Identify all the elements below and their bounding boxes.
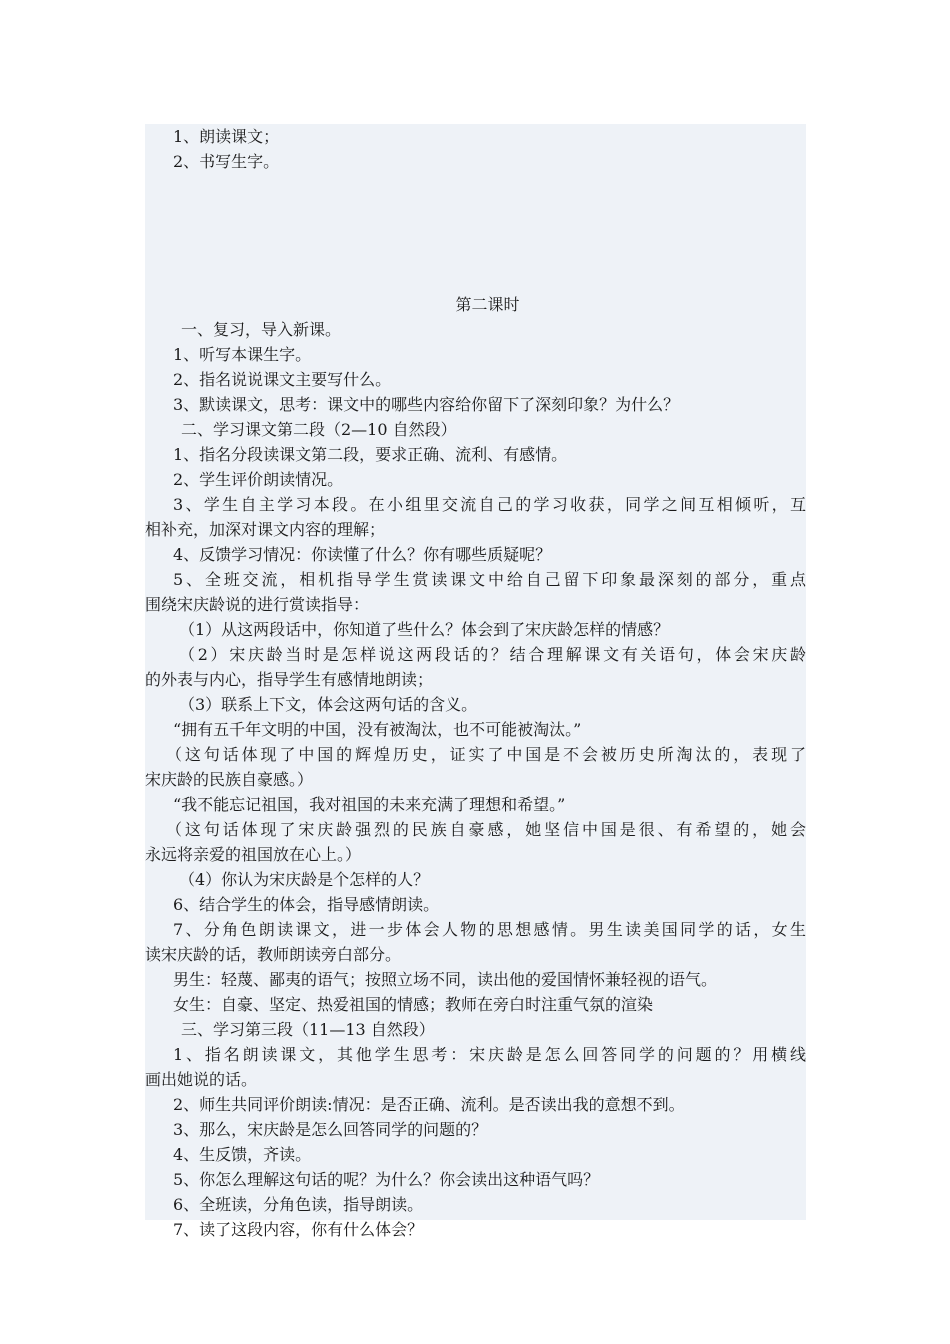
section-heading: 三、学习第三段（11—13 自然段） <box>181 1020 435 1039</box>
document-text-block <box>145 124 806 1239</box>
text-line: （3）联系上下文，体会这两句话的含义。 <box>179 695 478 714</box>
text-line: 3、学生自主学习本段。在小组里交流自己的学习收获，同学之间互相倾听，互 <box>173 495 806 514</box>
text-line: 6、全班读，分角色读，指导朗读。 <box>173 1195 424 1214</box>
text-line: 4、生反馈，齐读。 <box>173 1145 312 1164</box>
text-line: 2、师生共同评价朗读:情况：是否正确、流利。是否读出我的意想不到。 <box>173 1095 685 1114</box>
text-line: 画出她说的话。 <box>145 1070 258 1089</box>
text-line: （4）你认为宋庆龄是个怎样的人？ <box>179 870 430 889</box>
text-line: 1、朗读课文； <box>173 127 280 146</box>
text-line: 宋庆龄的民族自豪感。） <box>145 770 314 789</box>
text-line: （1）从这两段话中，你知道了些什么？体会到了宋庆龄怎样的情感？ <box>179 620 670 639</box>
text-line: 永远将亲爱的祖国放在心上。） <box>145 845 362 864</box>
text-line: 2、指名说说课文主要写什么。 <box>173 370 392 389</box>
text-line: 5、全班交流，相机指导学生赏读课文中给自己留下印象最深刻的部分，重点 <box>173 570 806 589</box>
text-line: 1、指名朗读课文，其他学生思考：宋庆龄是怎么回答同学的问题的？用横线 <box>173 1045 806 1064</box>
blank-space <box>145 174 806 267</box>
text-line: 6、结合学生的体会，指导感情朗读。 <box>173 895 440 914</box>
text-line: （这句话体现了中国的辉煌历史，证实了中国是不会被历史所淘汰的，表现了 <box>166 745 806 764</box>
quote-line: “我不能忘记祖国，我对祖国的未来充满了理想和希望。” <box>173 795 566 814</box>
text-line: 2、书写生字。 <box>173 152 280 171</box>
text-line: 相补充，加深对课文内容的理解； <box>145 520 386 539</box>
text-line: 5、你怎么理解这句话的呢？为什么？你会读出这种语气吗？ <box>173 1170 600 1189</box>
text-line: 3、默读课文，思考：课文中的哪些内容给你留下了深刻印象？为什么？ <box>173 395 680 414</box>
text-line: 女生：自豪、坚定、热爱祖国的情感；教师在旁白时注重气氛的渲染 <box>173 995 654 1014</box>
text-line: （2）宋庆龄当时是怎样说这两段话的？结合理解课文有关语句，体会宋庆龄 <box>179 645 806 664</box>
text-line: 7、分角色朗读课文，进一步体会人物的思想感情。男生读美国同学的话，女生 <box>173 920 806 939</box>
text-line: 读宋庆龄的话，教师朗读旁白部分。 <box>145 945 402 964</box>
text-line: 4、反馈学习情况：你读懂了什么？你有哪些质疑呢？ <box>173 545 552 564</box>
text-line: 2、学生评价朗读情况。 <box>173 470 344 489</box>
text-line: 男生：轻蔑、鄙夷的语气；按照立场不同，读出他的爱国情怀兼轻视的语气。 <box>173 970 718 989</box>
text-line: 围绕宋庆龄说的进行赏读指导： <box>145 595 370 614</box>
text-line: 1、听写本课生字。 <box>173 345 312 364</box>
text-line: 3、那么，宋庆龄是怎么回答同学的问题的？ <box>173 1120 488 1139</box>
section-heading: 一、复习，导入新课。 <box>181 320 342 339</box>
text-line: 的外表与内心，指导学生有感情地朗读； <box>145 670 434 689</box>
text-line: 7、读了这段内容，你有什么体会？ <box>173 1220 424 1239</box>
section-title: 第二课时 <box>455 295 520 314</box>
text-line: （这句话体现了宋庆龄强烈的民族自豪感，她坚信中国是很、有希望的，她会 <box>166 820 806 839</box>
section-heading: 二、学习课文第二段（2—10 自然段） <box>181 420 457 439</box>
quote-line: “拥有五千年文明的中国，没有被淘汰，也不可能被淘汰。” <box>173 720 582 739</box>
text-line: 1、指名分段读课文第二段，要求正确、流利、有感情。 <box>173 445 568 464</box>
